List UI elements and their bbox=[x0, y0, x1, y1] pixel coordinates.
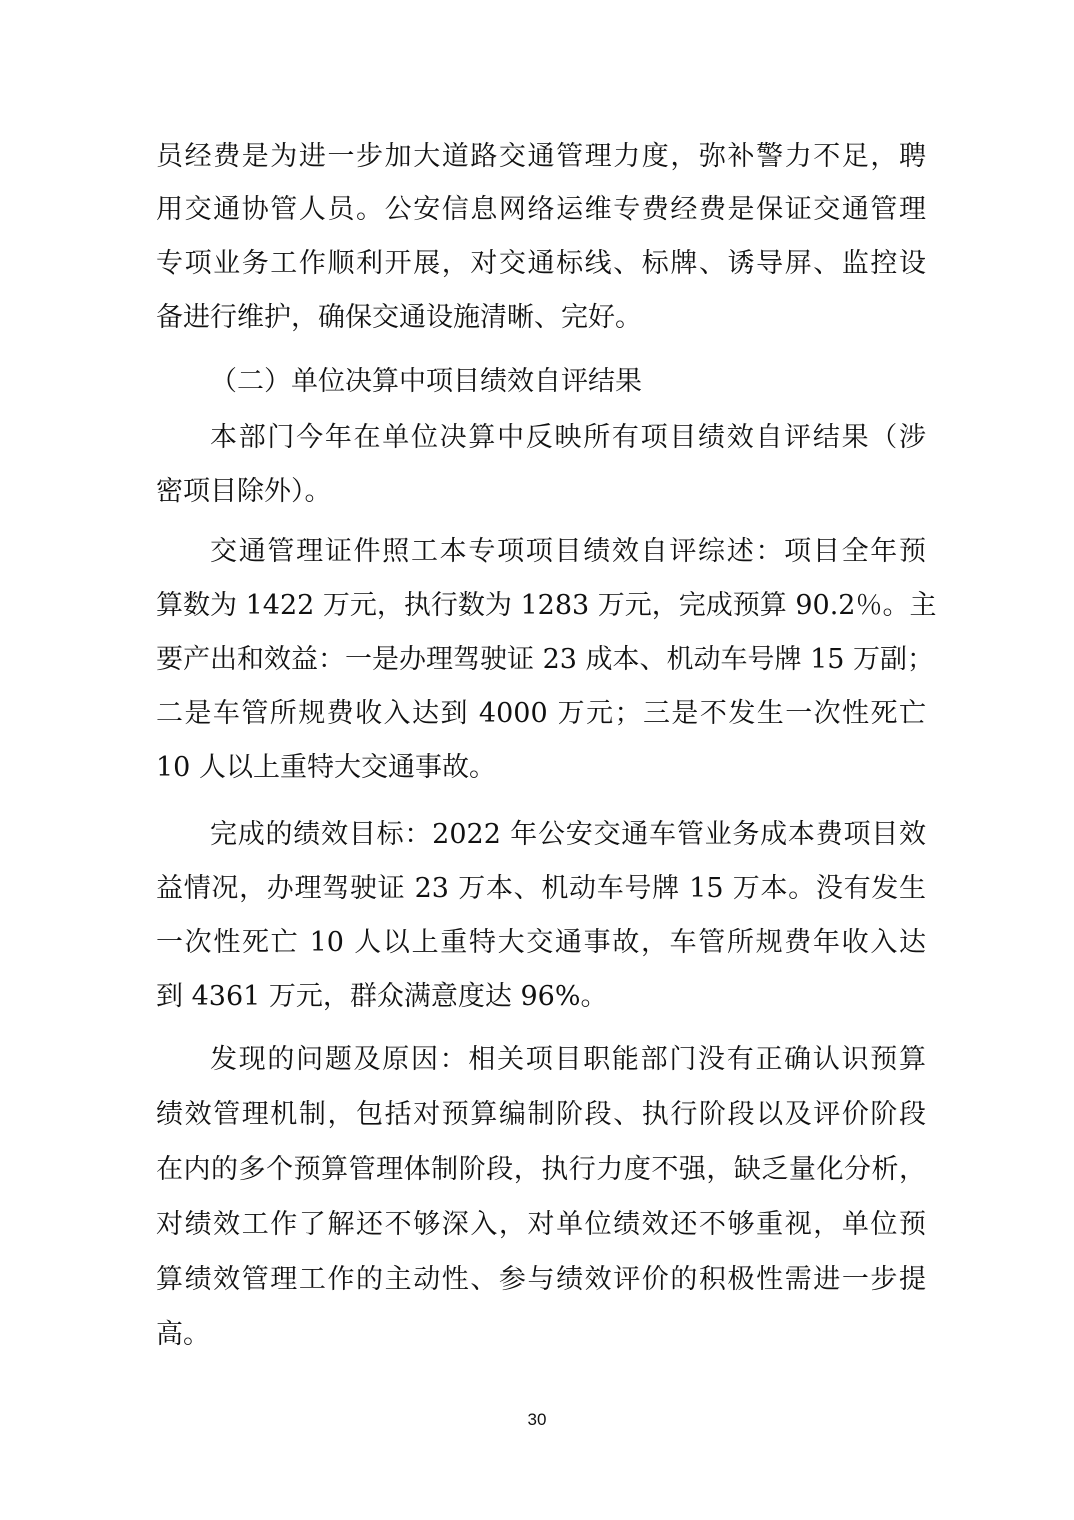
paragraph-line: 对绩效工作了解还不够深入，对单位绩效还不够重视，单位预 bbox=[156, 1209, 926, 1240]
paragraph-line: 10 人以上重特大交通事故。 bbox=[156, 752, 496, 783]
paragraph-line: 完成的绩效目标：2022 年公安交通车管业务成本费项目效 bbox=[210, 819, 926, 850]
paragraph-line: 一次性死亡 10 人以上重特大交通事故，车管所规费年收入达 bbox=[156, 927, 926, 958]
paragraph-line: 本部门今年在单位决算中反映所有项目绩效自评结果（涉 bbox=[210, 422, 926, 453]
paragraph-line: 二是车管所规费收入达到 4000 万元；三是不发生一次性死亡 bbox=[156, 698, 926, 729]
paragraph-line: 用交通协管人员。公安信息网络运维专费经费是保证交通管理 bbox=[156, 194, 926, 225]
section-heading: （二）单位决算中项目绩效自评结果 bbox=[210, 366, 642, 397]
paragraph-line: 到 4361 万元，群众满意度达 96%。 bbox=[156, 981, 608, 1012]
paragraph-line: 员经费是为进一步加大道路交通管理力度，弥补警力不足，聘 bbox=[156, 141, 926, 172]
paragraph-line: 算数为 1422 万元，执行数为 1283 万元，完成预算 90.2％。主 bbox=[156, 590, 937, 621]
paragraph-line: 高。 bbox=[156, 1319, 210, 1350]
paragraph-line: 发现的问题及原因：相关项目职能部门没有正确认识预算 bbox=[210, 1044, 926, 1075]
paragraph-line: 绩效管理机制，包括对预算编制阶段、执行阶段以及评价阶段 bbox=[156, 1099, 926, 1130]
paragraph-line: 密项目除外）。 bbox=[156, 476, 332, 507]
paragraph-line: 要产出和效益：一是办理驾驶证 23 成本、机动车号牌 15 万副； bbox=[156, 644, 935, 675]
paragraph-line: 算绩效管理工作的主动性、参与绩效评价的积极性需进一步提 bbox=[156, 1264, 926, 1295]
page-number: 30 bbox=[527, 1410, 547, 1429]
paragraph-line: 备进行维护，确保交通设施清晰、完好。 bbox=[156, 302, 642, 333]
paragraph-line: 交通管理证件照工本专项项目绩效自评综述：项目全年预 bbox=[210, 536, 926, 567]
paragraph-line: 在内的多个预算管理体制阶段，执行力度不强，缺乏量化分析， bbox=[156, 1154, 926, 1185]
paragraph-line: 益情况，办理驾驶证 23 万本、机动车号牌 15 万本。没有发生 bbox=[156, 873, 926, 904]
paragraph-line: 专项业务工作顺利开展，对交通标线、标牌、诱导屏、监控设 bbox=[156, 248, 926, 279]
